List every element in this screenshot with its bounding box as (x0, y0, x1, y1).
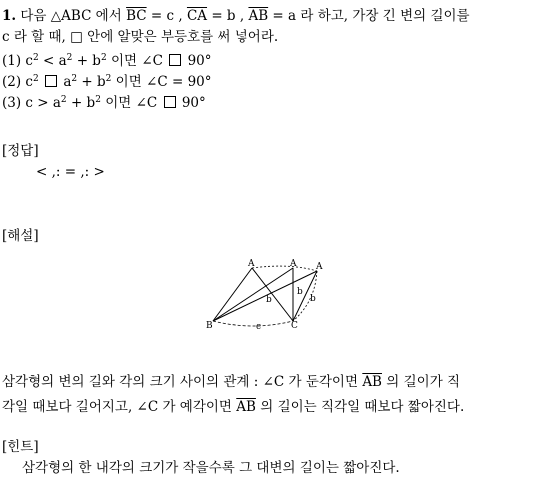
problem-line-2: c 라 할 때, □ 안에 알맞은 부등호를 써 넣어라. (2, 29, 279, 45)
problem-number: 1. (2, 8, 17, 24)
item1-prefix: (1) c (2, 53, 33, 69)
label-a3: A (316, 262, 323, 272)
label-b: B (206, 321, 213, 331)
hint-content: 삼각형의 한 내각의 크기가 작을수록 그 대변의 길이는 짧아진다. (22, 460, 400, 476)
segment-ca: $\overline{CA}$ (186, 8, 208, 24)
explanation-text-2b: 의 길이는 직각일 때보다 짧아진다. (260, 399, 465, 415)
item2-mid2: a (63, 74, 72, 90)
label-side-c: c (256, 322, 262, 332)
sup: 2 (100, 53, 107, 63)
item3-prefix: (3) c > a (2, 95, 61, 111)
label-a2: A (290, 259, 297, 269)
triangle-diagram (205, 257, 335, 335)
problem-item-2 (2, 69, 212, 92)
answer-box-1[interactable] (169, 54, 181, 66)
problem-intro: 다음 △ABC 에서 (20, 8, 122, 24)
arc-dashed (252, 266, 317, 271)
label-c: C (291, 321, 298, 331)
answer-heading: [정답] (2, 143, 39, 159)
explanation-text-1b: 의 길이가 직 (386, 374, 461, 390)
sup: 2 (32, 74, 39, 84)
side-c-a1 (252, 268, 293, 321)
base-dashed (213, 321, 293, 326)
label-side-b2: b (297, 287, 303, 297)
problem-line-1 (2, 6, 470, 26)
label-side-b1: b (266, 295, 272, 305)
answer-box-2[interactable] (45, 75, 57, 87)
problem-item-1 (2, 48, 212, 71)
sup: 2 (32, 53, 39, 63)
hint-heading: [힌트] (2, 439, 39, 455)
sup: 2 (66, 53, 73, 63)
side-b-a2 (213, 268, 293, 321)
explanation-line-1 (2, 372, 460, 392)
explanation-text-2a: 각일 때보다 길어지고, ∠C 가 예각이면 (2, 399, 232, 415)
segment-ab: $\overline{AB}$ (362, 374, 382, 390)
label-a1: A (248, 259, 255, 269)
item2-suffix: 이면 ∠C = 90° (111, 74, 212, 90)
explanation-line-2 (2, 397, 464, 417)
eq-a: = a 라 하고, 가장 긴 변의 길이를 (272, 8, 470, 24)
item3-end: 90° (181, 95, 206, 111)
label-side-b3: b (310, 294, 316, 304)
item1-mid2: + b (72, 53, 101, 69)
sup: 2 (71, 74, 78, 84)
side-b-a1 (213, 268, 252, 321)
eq-c: = c , (150, 8, 183, 24)
item1-suffix: 이면 ∠C (106, 53, 163, 69)
sup: 2 (105, 74, 112, 84)
item1-end: 90° (187, 53, 212, 69)
sup: 2 (95, 95, 101, 105)
item1-mid: < a (38, 53, 67, 69)
segment-ab: $\overline{AB}$ (248, 8, 269, 24)
explanation-heading: [해설] (2, 228, 39, 244)
answer-content: < ,: = ,: > (36, 164, 105, 180)
segment-bc: $\overline{BC}$ (126, 8, 147, 24)
item2-prefix: (2) c (2, 74, 33, 90)
item3-mid: + b (66, 95, 96, 111)
segment-ab: $\overline{AB}$ (236, 399, 256, 415)
item3-suffix: 이면 ∠C (100, 95, 158, 111)
item2-mid3: + b (77, 74, 106, 90)
problem-item-3 (2, 90, 206, 113)
sup: 2 (60, 95, 67, 105)
explanation-text-1a: 삼각형의 변의 길와 각의 크기 사이의 관계 : ∠C 가 둔각이면 (2, 374, 359, 390)
eq-b: = b , (211, 8, 245, 24)
answer-box-3[interactable] (164, 96, 176, 108)
